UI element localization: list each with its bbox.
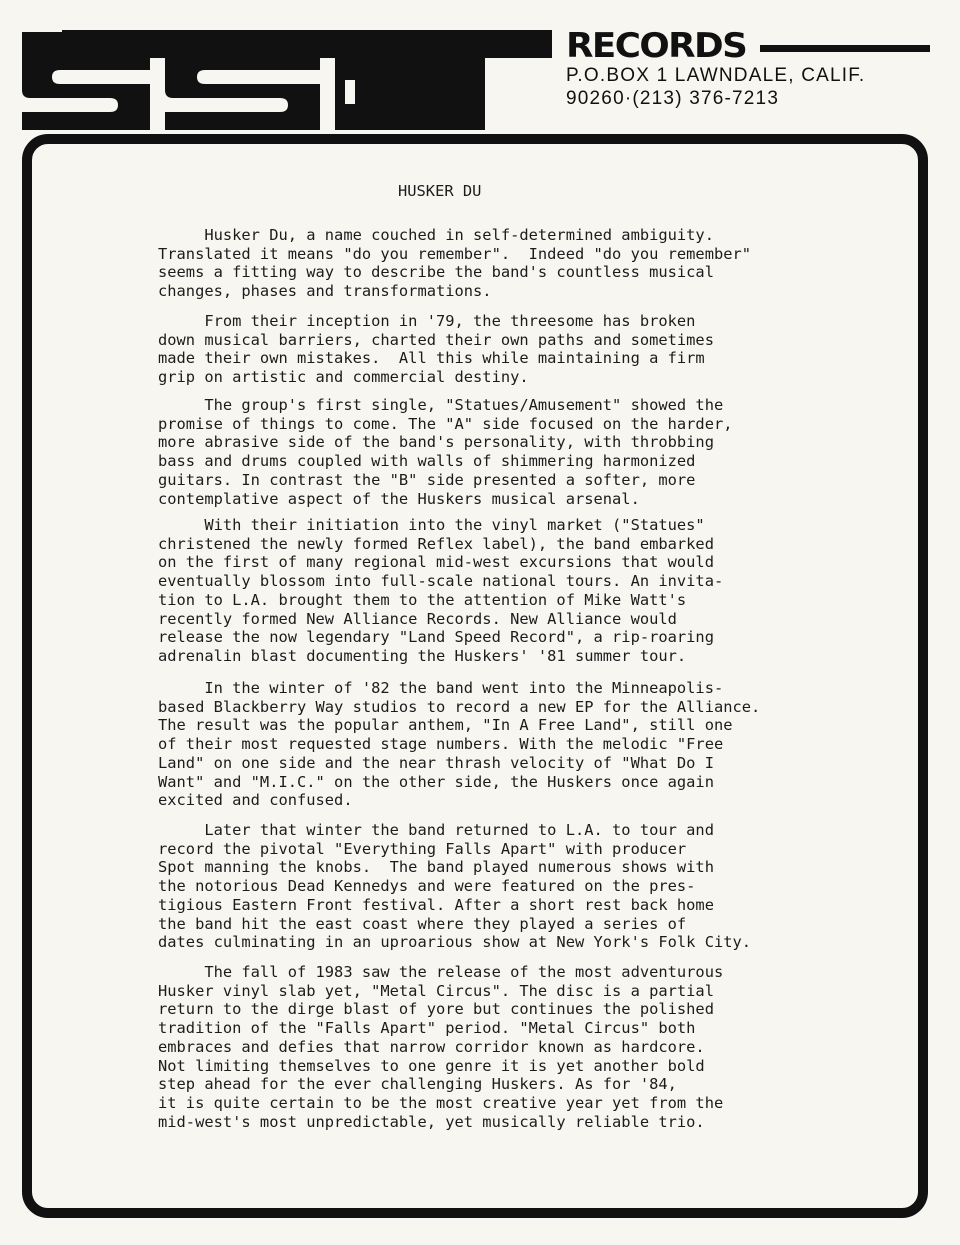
text-line: it is quite certain to be the most creative year yet from the <box>158 1093 724 1112</box>
address-line-1: P.O.BOX 1 LAWNDALE, CALIF. <box>566 65 866 86</box>
text-line: Spot manning the knobs. The band played numerous shows with <box>158 858 714 877</box>
address-line-2: 90260·(213) 376-7213 <box>566 88 780 109</box>
text-line: promise of things to come. The "A" side focused on the harder, <box>158 414 733 433</box>
text-line: dates culminating in an uproarious show at New York's Folk City. <box>158 933 752 952</box>
paragraph-6 <box>158 821 908 952</box>
text-line: Husker vinyl slab yet, "Metal Circus". The disc is a partial <box>158 981 714 1000</box>
text-line: eventually blossom into full-scale national tours. An invita- <box>158 572 724 591</box>
text-line: more abrasive side of the band's personality, with throbbing <box>158 433 714 452</box>
text-line: release the now legendary "Land Speed Record", a rip-roaring <box>158 628 714 647</box>
text-line: record the pivotal "Everything Falls Apart" with producer <box>158 839 687 858</box>
paragraph-4 <box>158 516 908 666</box>
text-line: changes, phases and transformations. <box>158 282 492 301</box>
text-line: christened the newly formed Reflex label), the band embarked <box>158 534 714 553</box>
text-line: the notorious Dead Kennedys and were featured on the pres- <box>158 877 696 896</box>
text-line: step ahead for the ever challenging Huskers. As for '84, <box>158 1075 677 1094</box>
letterhead-address <box>566 64 865 110</box>
text-line: recently formed New Alliance Records. New Alliance would <box>158 609 677 628</box>
paragraph-3 <box>158 396 908 508</box>
text-line: embraces and defies that narrow corridor known as hardcore. <box>158 1037 705 1056</box>
text-line: return to the dirge blast of yore but continues the polished <box>158 1000 714 1019</box>
paragraph-7 <box>158 963 908 1131</box>
text-line: Want" and "M.I.C." on the other side, the Huskers once again <box>158 772 714 791</box>
text-line: down musical barriers, charted their own paths and sometimes <box>158 330 714 349</box>
text-line: bass and drums coupled with walls of shimmering harmonized <box>158 452 696 471</box>
text-line: Not limiting themselves to one genre it is yet another bold <box>158 1056 705 1075</box>
text-line: In the winter of '82 the band went into the Minneapolis- <box>158 679 724 697</box>
text-line: contemplative aspect of the Huskers musical arsenal. <box>158 489 640 508</box>
text-line: of their most requested stage numbers. With the melodic "Free <box>158 735 724 754</box>
text-line: Land" on one side and the near thrash velocity of "What Do I <box>158 753 714 772</box>
text-line: made their own mistakes. All this while maintaining a firm <box>158 349 705 368</box>
sst-logo-graphic <box>0 0 560 140</box>
text-line: tradition of the "Falls Apart" period. "Metal Circus" both <box>158 1019 696 1038</box>
document-title: HUSKER DU <box>398 182 482 200</box>
text-line: The result was the popular anthem, "In A Free Land", still one <box>158 716 733 735</box>
sst-logo <box>0 0 560 140</box>
text-line: mid-west's most unpredictable, yet musically reliable trio. <box>158 1112 705 1131</box>
text-line: Translated it means "do you remember". Indeed "do you remember" <box>158 244 752 263</box>
paragraph-2 <box>158 312 908 387</box>
text-line: adrenalin blast documenting the Huskers' '81 summer tour. <box>158 646 687 665</box>
text-line: excited and confused. <box>158 791 353 810</box>
text-line: Later that winter the band returned to L.A. to tour and <box>158 821 714 839</box>
paragraph-1 <box>158 226 908 301</box>
text-line: The group's first single, "Statues/Amusement" showed the <box>158 396 724 414</box>
text-line: With their initiation into the vinyl market ("Statues" <box>158 516 705 534</box>
paragraph-5 <box>158 679 908 810</box>
text-line: tion to L.A. brought them to the attention of Mike Watt's <box>158 590 687 609</box>
records-label: RECORDS <box>566 26 747 66</box>
text-line: From their inception in '79, the threesome has broken <box>158 312 696 330</box>
text-line: based Blackberry Way studios to record a new EP for the Alliance. <box>158 697 761 716</box>
text-line: grip on artistic and commercial destiny. <box>158 368 529 387</box>
text-line: The fall of 1983 saw the release of the most adventurous <box>158 963 724 981</box>
text-line: tigious Eastern Front festival. After a short rest back home <box>158 895 714 914</box>
text-line: seems a fitting way to describe the band's countless musical <box>158 263 714 282</box>
text-line: the band hit the east coast where they played a series of <box>158 914 687 933</box>
text-line: on the first of many regional mid-west excursions that would <box>158 553 714 572</box>
text-line: guitars. In contrast the "B" side presented a softer, more <box>158 470 696 489</box>
text-line: Husker Du, a name couched in self-determined ambiguity. <box>158 226 714 244</box>
records-rule <box>760 45 930 52</box>
